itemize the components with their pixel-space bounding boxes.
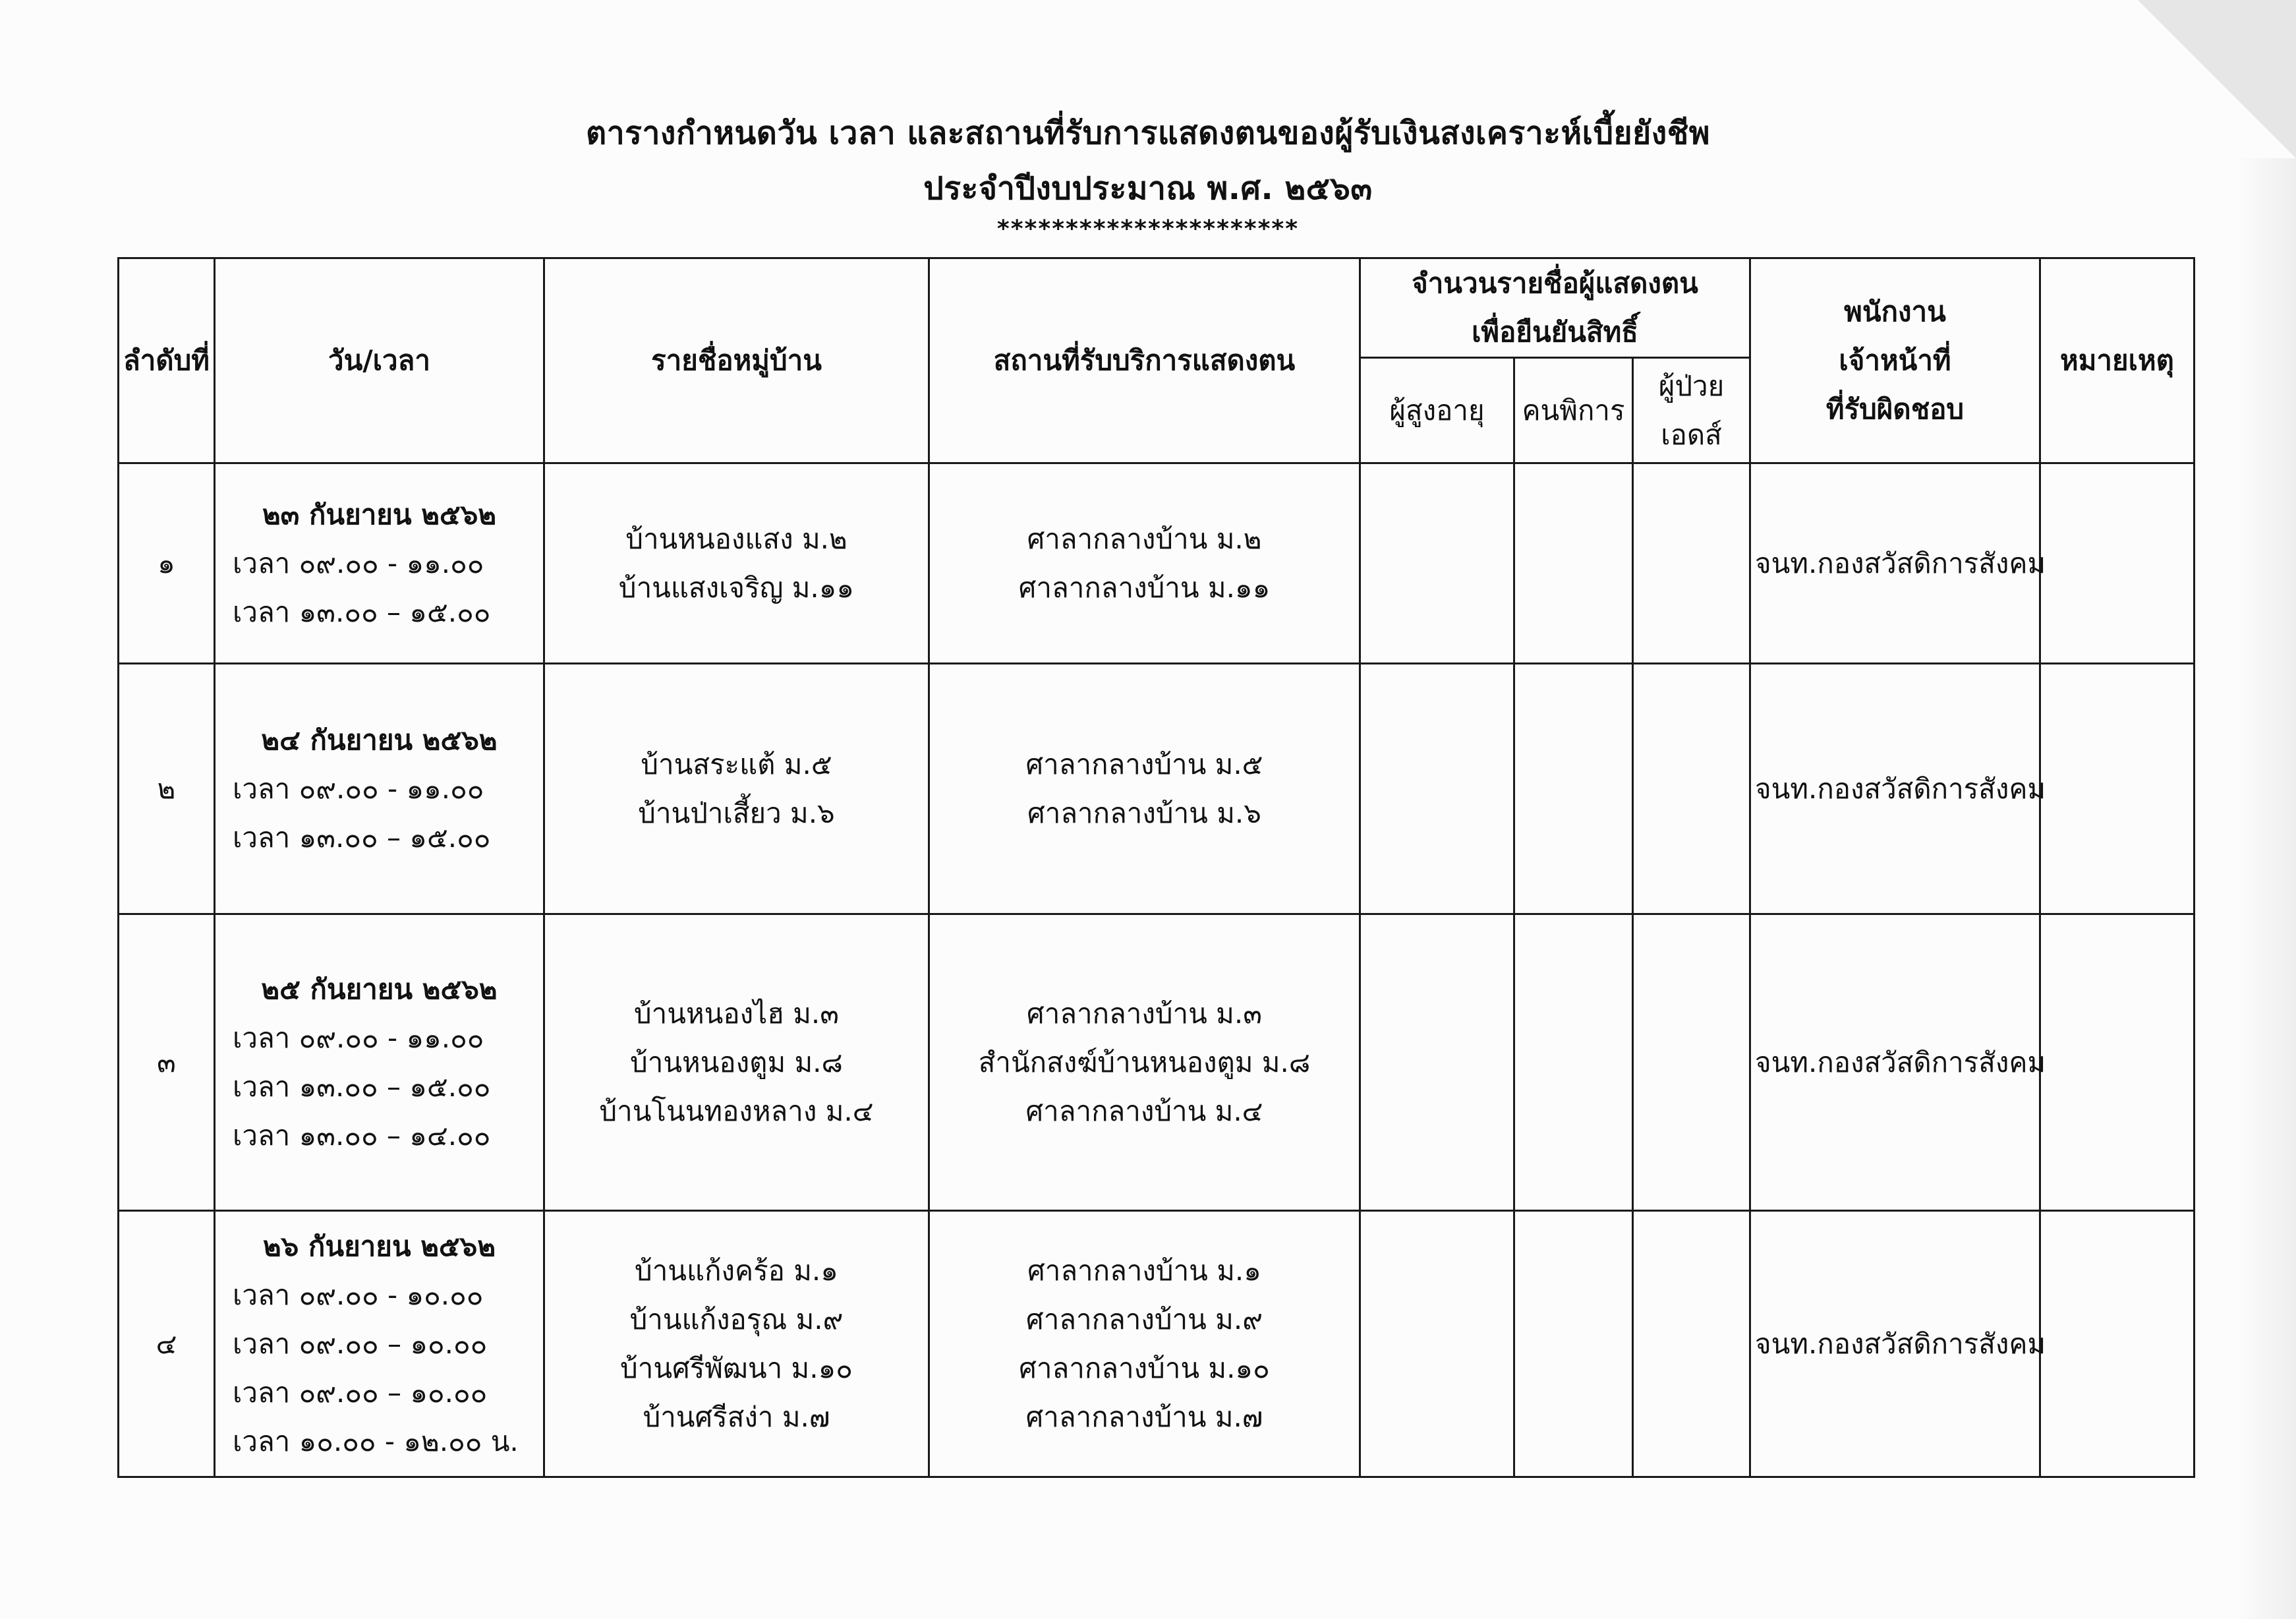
cell-place (929, 463, 1360, 664)
document-subtitle: ประจำปีงบประมาณ พ.ศ. ๒๕๖๓ (923, 170, 1373, 207)
cell-aids (1633, 463, 1750, 664)
time-text: เวลา ๑๓.๐๐ – ๑๕.๐๐ (233, 1070, 491, 1103)
cell-staff: จนท.กองสวัสดิการสังคม (1750, 463, 2040, 664)
document-title: ตารางกำหนดวัน เวลา และสถานที่รับการแสดงตนของผู้รับเงินสงเคราะห์เบี้ยยังชีพ (586, 115, 1710, 152)
place-text: ศาลากลางบ้าน ม.๑๑ (1018, 571, 1271, 604)
header-village: รายชื่อหมู่บ้าน (544, 258, 929, 463)
header-remark: หมายเหตุ (2040, 258, 2195, 463)
cell-no: ๑ (119, 463, 215, 664)
header-datetime: วัน/เวลา (215, 258, 544, 463)
date-text: ๒๕ กันยายน ๒๕๖๒ (261, 972, 498, 1005)
cell-village (544, 463, 929, 664)
header-aids-line2: เอดส์ (1661, 418, 1722, 451)
village-text: บ้านแก้งคร้อ ม.๑ (635, 1254, 838, 1287)
cell-elderly (1360, 914, 1514, 1211)
header-staff-line1: พนักงาน (1844, 295, 1946, 328)
time-text: เวลา ๐๙.๐๐ - ๑๑.๐๐ (233, 1021, 484, 1054)
header-no: ลำดับที่ (119, 258, 215, 463)
cell-remark (2040, 463, 2195, 664)
cell-elderly (1360, 664, 1514, 914)
cell-place (929, 914, 1360, 1211)
cell-disabled (1514, 463, 1633, 664)
schedule-table (117, 257, 2195, 1478)
cell-disabled (1514, 914, 1633, 1211)
place-text: ศาลากลางบ้าน ม.๒ (1027, 522, 1262, 555)
village-text: บ้านหนองแสง ม.๒ (625, 522, 847, 555)
cell-village (544, 664, 929, 914)
time-text: เวลา ๑๐.๐๐ - ๑๒.๐๐ น. (233, 1425, 519, 1457)
village-text: บ้านหนองตูม ม.๘ (630, 1045, 843, 1078)
time-text: เวลา ๐๙.๐๐ – ๑๐.๐๐ (233, 1327, 488, 1360)
place-text: ศาลากลางบ้าน ม.๙ (1026, 1303, 1263, 1336)
title-separator: ********************** (996, 216, 1300, 243)
cell-aids (1633, 914, 1750, 1211)
village-text: บ้านศรีพัฒนา ม.๑๐ (620, 1351, 853, 1384)
village-text: บ้านป่าเสี้ยว ม.๖ (638, 796, 835, 829)
cell-remark (2040, 914, 2195, 1211)
place-text: สำนักสงฆ์บ้านหนองตูม ม.๘ (978, 1045, 1311, 1078)
document-header (0, 105, 2296, 243)
time-text: เวลา ๑๓.๐๐ – ๑๕.๐๐ (233, 595, 491, 628)
header-disabled: คนพิการ (1514, 358, 1633, 463)
village-text: บ้านหนองไฮ ม.๓ (634, 997, 839, 1030)
time-text: เวลา ๑๓.๐๐ – ๑๕.๐๐ (233, 821, 491, 854)
cell-datetime (215, 1211, 544, 1477)
header-elderly: ผู้สูงอายุ (1360, 358, 1514, 463)
time-text: เวลา ๑๓.๐๐ – ๑๔.๐๐ (233, 1119, 491, 1152)
place-text: ศาลากลางบ้าน ม.๓ (1027, 997, 1262, 1030)
cell-aids (1633, 664, 1750, 914)
cell-disabled (1514, 1211, 1633, 1477)
time-text: เวลา ๐๙.๐๐ - ๑๑.๐๐ (233, 772, 484, 805)
header-place: สถานที่รับบริการแสดงตน (929, 258, 1360, 463)
place-text: ศาลากลางบ้าน ม.๑๐ (1019, 1351, 1270, 1384)
header-count-group-line2: เพื่อยืนยันสิทธิ์ (1472, 316, 1638, 348)
village-text: บ้านสระแต้ ม.๕ (641, 748, 832, 780)
village-text: บ้านศรีสง่า ม.๗ (643, 1400, 830, 1433)
cell-village (544, 1211, 929, 1477)
table-row (119, 1211, 2195, 1477)
cell-staff: จนท.กองสวัสดิการสังคม (1750, 1211, 2040, 1477)
cell-remark (2040, 664, 2195, 914)
table-row (119, 664, 2195, 914)
place-text: ศาลากลางบ้าน ม.๕ (1025, 748, 1263, 780)
cell-staff: จนท.กองสวัสดิการสังคม (1750, 664, 2040, 914)
cell-village (544, 914, 929, 1211)
header-staff-line3: ที่รับผิดชอบ (1825, 393, 1965, 425)
header-aids-line1: ผู้ป่วย (1658, 369, 1725, 402)
header-row (119, 258, 2195, 358)
village-text: บ้านแสงเจริญ ม.๑๑ (618, 571, 855, 604)
cell-datetime (215, 463, 544, 664)
cell-disabled (1514, 664, 1633, 914)
village-text: บ้านโนนทองหลาง ม.๔ (599, 1094, 874, 1127)
cell-no: ๓ (119, 914, 215, 1211)
table-row (119, 463, 2195, 664)
cell-place (929, 1211, 1360, 1477)
date-text: ๒๖ กันยายน ๒๕๖๒ (262, 1229, 496, 1262)
date-text: ๒๓ กันยายน ๒๕๖๒ (262, 498, 497, 531)
village-text: บ้านแก้งอรุณ ม.๙ (629, 1303, 844, 1336)
page-right-edge-shadow (2237, 158, 2296, 1619)
date-text: ๒๔ กันยายน ๒๕๖๒ (261, 723, 498, 756)
header-count-group (1360, 258, 1750, 358)
cell-elderly (1360, 1211, 1514, 1477)
place-text: ศาลากลางบ้าน ม.๖ (1027, 796, 1261, 829)
cell-place (929, 664, 1360, 914)
time-text: เวลา ๐๙.๐๐ - ๑๑.๐๐ (233, 546, 484, 579)
cell-staff: จนท.กองสวัสดิการสังคม (1750, 914, 2040, 1211)
place-text: ศาลากลางบ้าน ม.๔ (1025, 1094, 1263, 1127)
table-row (119, 914, 2195, 1211)
time-text: เวลา ๐๙.๐๐ – ๑๐.๐๐ (233, 1376, 488, 1409)
header-count-group-line1: จำนวนรายชื่อผู้แสดงตน (1412, 267, 1698, 299)
cell-datetime (215, 914, 544, 1211)
cell-datetime (215, 664, 544, 914)
time-text: เวลา ๐๙.๐๐ - ๑๐.๐๐ (233, 1278, 484, 1311)
header-staff-line2: เจ้าหน้าที่ (1839, 344, 1951, 376)
header-aids (1633, 358, 1750, 463)
cell-no: ๒ (119, 664, 215, 914)
cell-aids (1633, 1211, 1750, 1477)
place-text: ศาลากลางบ้าน ม.๑ (1027, 1254, 1261, 1287)
cell-no: ๔ (119, 1211, 215, 1477)
cell-elderly (1360, 463, 1514, 664)
header-staff (1750, 258, 2040, 463)
cell-remark (2040, 1211, 2195, 1477)
place-text: ศาลากลางบ้าน ม.๗ (1025, 1400, 1263, 1433)
